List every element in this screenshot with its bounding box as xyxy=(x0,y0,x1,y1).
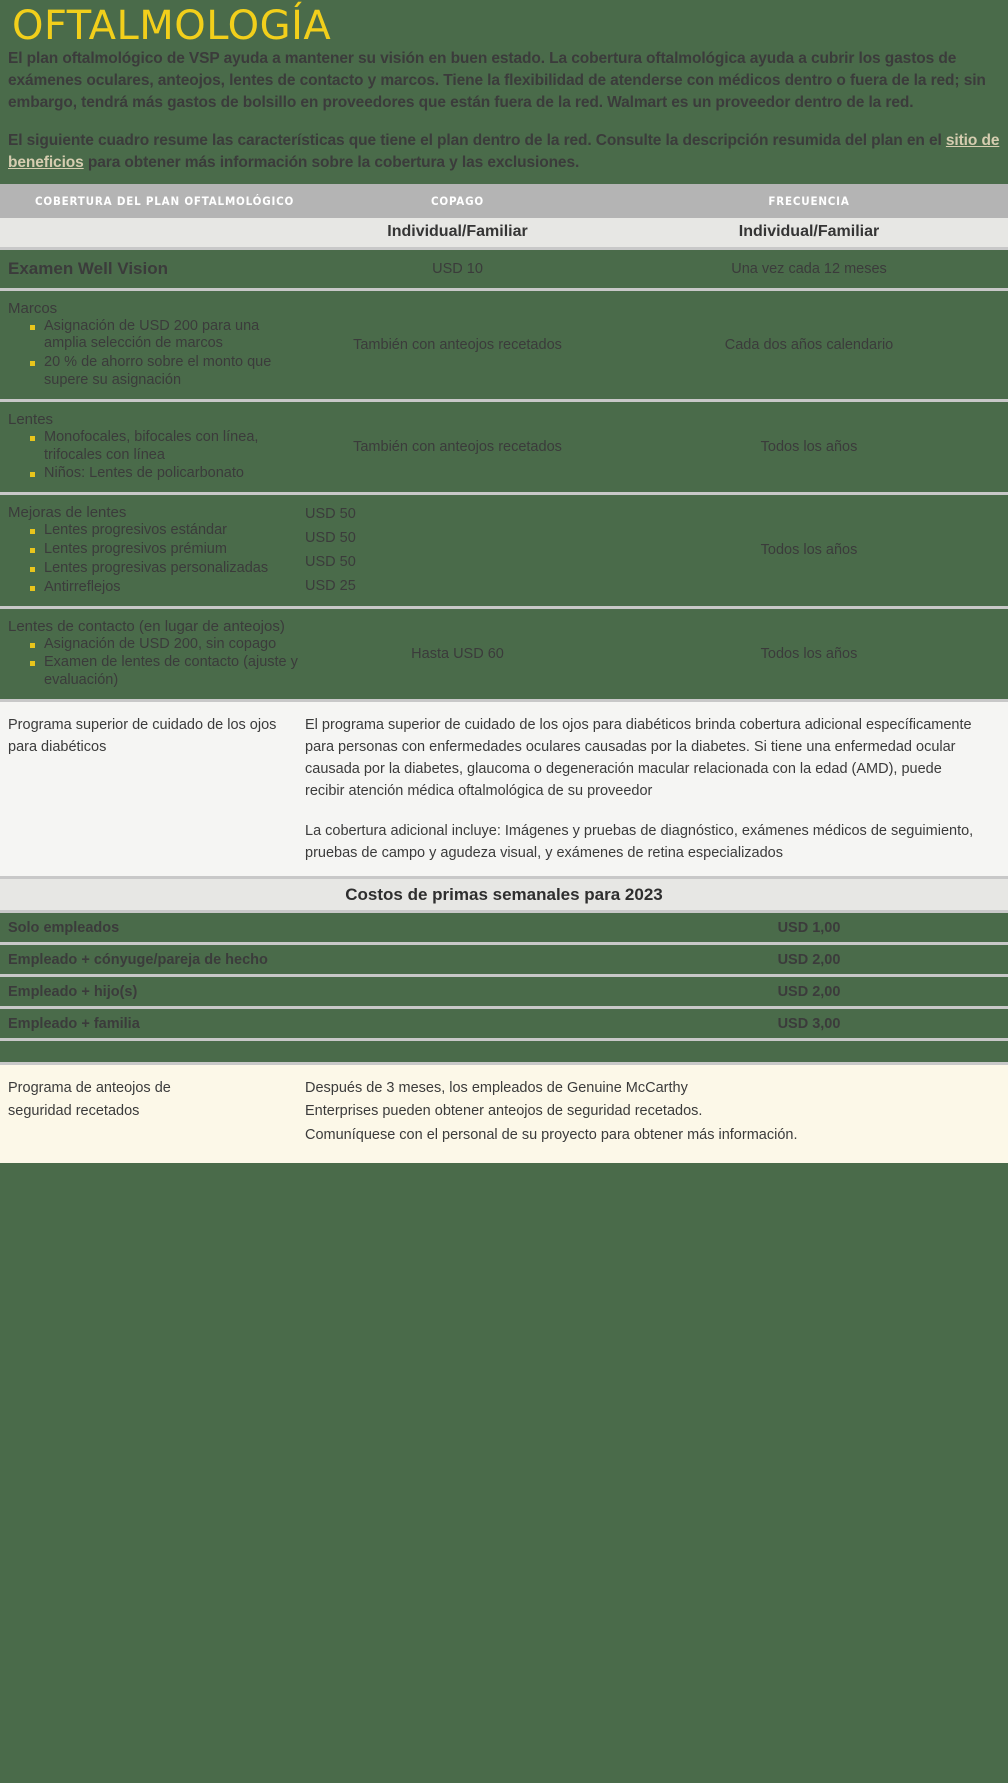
row-title: Examen Well Vision xyxy=(8,258,168,278)
costs-banner-label: Costos de primas semanales para 2023 xyxy=(345,884,663,904)
bullet-square-icon xyxy=(30,548,35,553)
row-copay-cell: USD 10 xyxy=(432,260,483,277)
row-copay-cell: También con anteojos recetados xyxy=(353,336,562,353)
cost-row xyxy=(0,912,1008,944)
copay-value: USD 50 xyxy=(305,554,356,571)
intro-paragraph-2-before: El siguiente cuadro resume las características que tiene el plan dentro de la red. Consulte la descripción resumida del plan en el xyxy=(8,132,946,149)
diabetic-program-paragraph-1: El programa superior de cuidado de los ojos para diabéticos brinda cobertura adicional específicamente para personas con enfermedades oculares causadas por la diabetes. Si tiene una enfermedad ocular causada por la diabetes, glaucoma o degeneración macular relacionada con la edad (AMD), puede recibir atención médica oftalmológica de su proveedor xyxy=(305,717,972,800)
row-frequency-cell: Cada dos años calendario xyxy=(724,336,894,353)
row-title: Marcos xyxy=(8,299,58,317)
list-item xyxy=(30,465,305,483)
list-item-label: Antirreflejos xyxy=(44,578,121,595)
row-bullet-list xyxy=(8,318,305,390)
table-row xyxy=(0,400,1008,493)
list-item xyxy=(30,354,305,390)
row-label-cell xyxy=(0,494,305,607)
list-item xyxy=(30,541,305,559)
cost-row-label: Empleado + hijo(s) xyxy=(8,983,138,1000)
diabetic-program-label: Programa superior de cuidado de los ojos para diabéticos xyxy=(8,717,277,756)
table-row xyxy=(0,607,1008,700)
list-item-label: Lentes progresivas personalizadas xyxy=(44,559,269,576)
safety-program-row xyxy=(0,1064,1008,1163)
list-item xyxy=(30,654,305,690)
bullet-square-icon xyxy=(30,436,35,441)
cost-row xyxy=(0,976,1008,1008)
list-item-label: Asignación de USD 200, sin copago xyxy=(44,635,277,652)
intro-paragraph-1: El plan oftalmológico de VSP ayuda a mantener su visión en buen estado. La cobertura oftalmológica ayuda a cubrir los gastos de exámenes oculares, anteojos, lentes de contacto y marcos. Tiene la flexibilidad de atenderse con médicos dentro o fuera de la red; sin embargo, tendrá más gastos de bolsillo en proveedores que están fuera de la red. Walmart es un proveedor dentro de la red. xyxy=(8,50,986,111)
list-item xyxy=(30,318,305,354)
list-item-label: Examen de lentes de contacto (ajuste y evaluación) xyxy=(44,654,298,689)
copay-value: USD 50 xyxy=(305,506,356,523)
list-item xyxy=(30,429,305,465)
subheader-coverage xyxy=(0,218,305,248)
row-frequency-cell: Todos los años xyxy=(760,645,858,662)
list-item xyxy=(30,560,305,578)
bullet-square-icon xyxy=(30,529,35,534)
row-label-cell xyxy=(0,607,305,700)
copay-value: USD 50 xyxy=(305,530,356,547)
vision-plan-table xyxy=(0,184,1008,1163)
safety-program-label-line-2: seguridad recetados xyxy=(8,1103,140,1120)
list-item xyxy=(30,579,305,597)
row-frequency-cell: Todos los años xyxy=(760,542,858,559)
safety-program-body xyxy=(305,1064,1008,1163)
row-copay-cell: Hasta USD 60 xyxy=(411,645,504,662)
safety-program-body-line-2: Enterprises pueden obtener anteojos de seguridad recetados. xyxy=(305,1103,703,1120)
safety-program-label-line-1: Programa de anteojos de xyxy=(8,1080,171,1097)
row-title: Lentes de contacto (en lugar de anteojos) xyxy=(8,617,285,635)
cost-row-value: USD 2,00 xyxy=(777,983,841,1000)
row-copay-cell: También con anteojos recetados xyxy=(353,439,562,456)
list-item-label: Lentes progresivos prémium xyxy=(44,541,227,558)
bullet-square-icon xyxy=(30,325,35,330)
list-item xyxy=(30,636,305,654)
safety-program-body-line-1: Después de 3 meses, los empleados de Genuine McCarthy xyxy=(305,1080,688,1097)
cost-row-value: USD 1,00 xyxy=(777,919,841,936)
safety-program-body-line-3: Comuníquese con el personal de su proyecto para obtener más información. xyxy=(305,1126,798,1143)
table-row xyxy=(0,494,1008,607)
safety-program-label xyxy=(0,1064,305,1163)
row-label-cell xyxy=(0,400,305,493)
row-bullet-list xyxy=(8,522,305,596)
intro-paragraph-2 xyxy=(8,130,1000,174)
copay-value: USD 25 xyxy=(305,578,356,595)
header-coverage: COBERTURA DEL PLAN OFTALMOLÓGICO xyxy=(35,194,295,208)
table-row xyxy=(0,289,1008,400)
diabetic-program-row xyxy=(0,701,1008,878)
cost-row xyxy=(0,944,1008,976)
row-bullet-list xyxy=(8,636,305,690)
costs-banner-row xyxy=(0,878,1008,912)
subheader-copay: Individual/Familiar xyxy=(387,223,528,241)
list-item xyxy=(30,522,305,540)
row-bullet-list xyxy=(8,429,305,483)
header-copay: COPAGO xyxy=(430,194,484,208)
bullet-square-icon xyxy=(30,661,35,666)
page-background-filler xyxy=(0,1163,1008,1783)
subheader-frequency: Individual/Familiar xyxy=(738,223,880,241)
bullet-square-icon xyxy=(30,361,35,366)
spacer-row xyxy=(0,1040,1008,1064)
table-header-row xyxy=(0,184,1008,218)
list-item-label: Lentes progresivos estándar xyxy=(44,522,227,539)
row-title: Lentes xyxy=(8,410,54,428)
benefits-site-link[interactable]: sitio de beneficios xyxy=(8,132,1000,171)
row-label-cell xyxy=(0,248,305,289)
cost-row-label: Empleado + cónyuge/pareja de hecho xyxy=(8,951,268,968)
bullet-square-icon xyxy=(30,472,35,477)
row-title: Mejoras de lentes xyxy=(8,504,127,522)
list-item-label: Monofocales, bifocales con línea, trifocales con línea xyxy=(44,428,259,463)
intro-section xyxy=(0,0,1008,174)
table-row xyxy=(0,248,1008,289)
diabetic-program-paragraph-2: La cobertura adicional incluye: Imágenes y pruebas de diagnóstico, exámenes médicos de seguimiento, pruebas de campo y agudeza visual, y exámenes de retina especializados xyxy=(305,823,974,862)
list-item-label: Asignación de USD 200 para una amplia selección de marcos xyxy=(44,317,260,352)
row-frequency-cell: Todos los años xyxy=(760,439,858,456)
row-copay-cell xyxy=(305,494,610,607)
cost-row-value: USD 3,00 xyxy=(777,1015,841,1032)
bullet-square-icon xyxy=(30,567,35,572)
diabetic-program-body xyxy=(305,701,1008,878)
header-frequency: FRECUENCIA xyxy=(768,194,850,208)
cost-row-value: USD 2,00 xyxy=(777,951,841,968)
intro-paragraph-2-after: para obtener más información sobre la cobertura y las exclusiones. xyxy=(83,154,580,171)
row-frequency-cell: Una vez cada 12 meses xyxy=(731,260,887,277)
list-item-label: 20 % de ahorro sobre el monto que supere su asignación xyxy=(44,354,272,388)
table-subheader-row xyxy=(0,218,1008,248)
row-label-cell xyxy=(0,289,305,400)
cost-row-label: Solo empleados xyxy=(8,919,120,936)
cost-row xyxy=(0,1008,1008,1040)
cost-row-label: Empleado + familia xyxy=(8,1015,140,1032)
page-title: OFTALMOLOGÍA xyxy=(12,3,332,49)
bullet-square-icon xyxy=(30,586,35,591)
list-item-label: Niños: Lentes de policarbonato xyxy=(44,465,244,482)
bullet-square-icon xyxy=(30,643,35,648)
